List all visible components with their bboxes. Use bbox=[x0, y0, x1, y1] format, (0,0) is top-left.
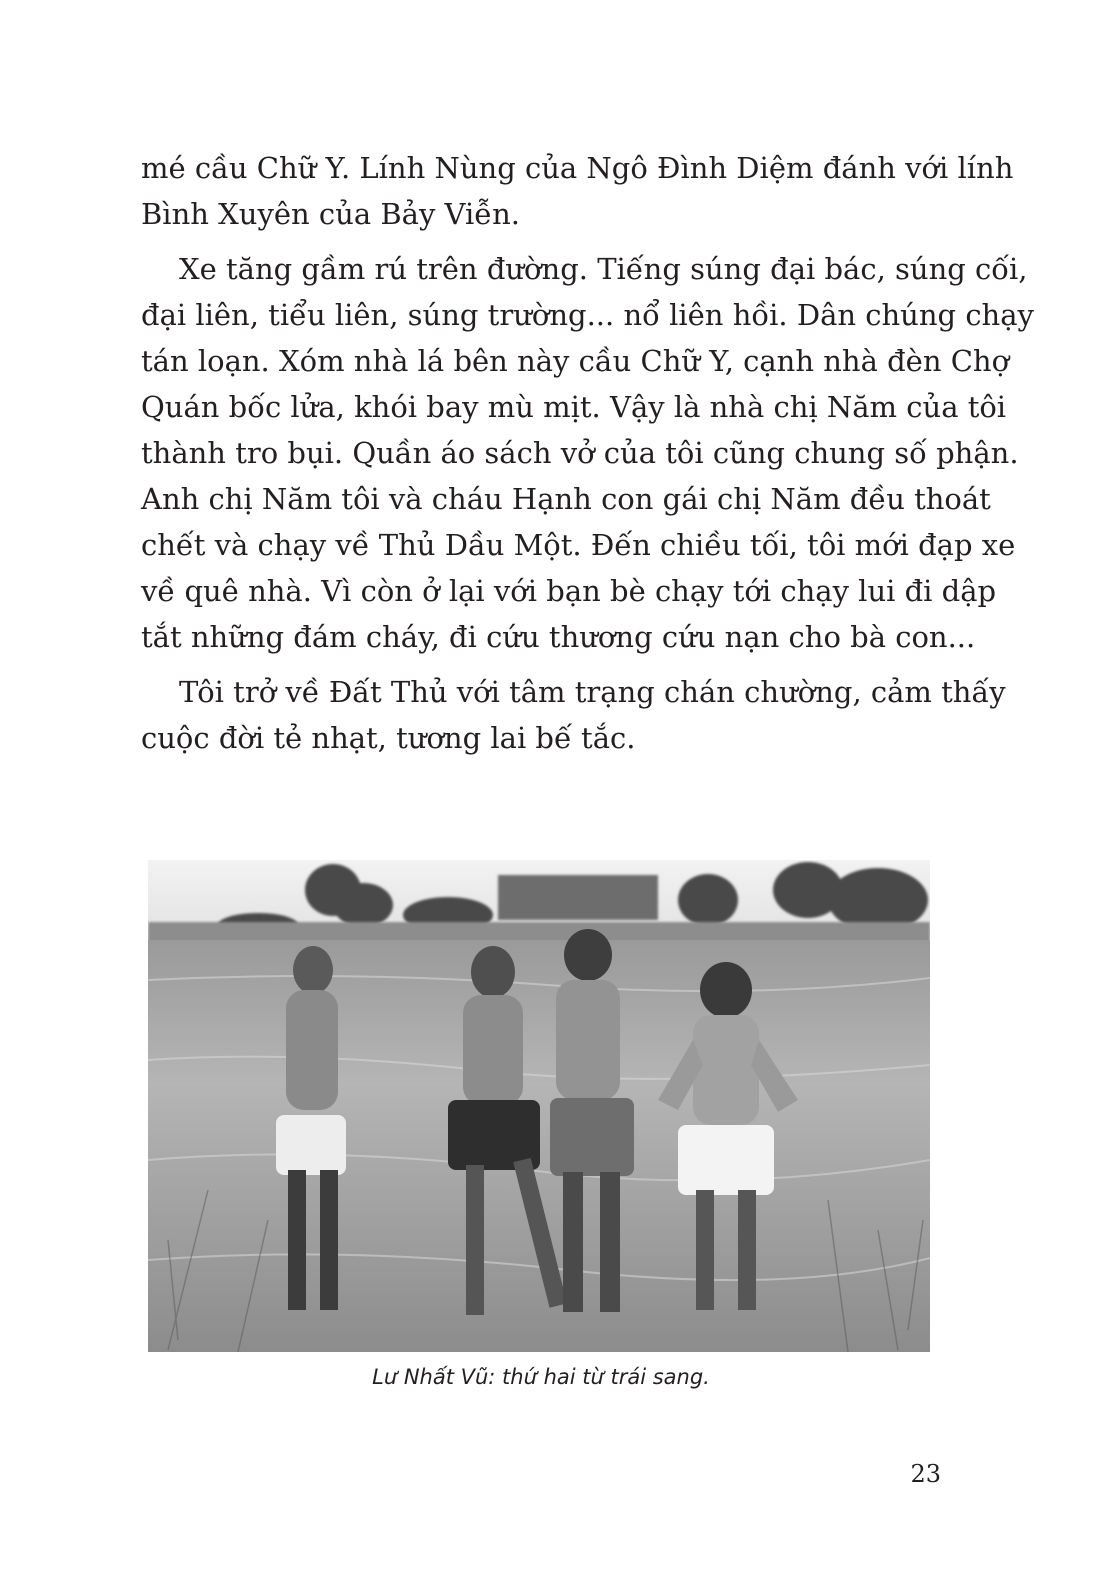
text-line: Bình Xuyên của Bảy Viễn. bbox=[141, 197, 520, 231]
paragraph-2 bbox=[141, 246, 1034, 660]
text-line: Tôi trở về Đất Thủ với tâm trạng chán chường, cảm thấy bbox=[179, 675, 1006, 709]
text-line: Anh chị Năm tôi và cháu Hạnh con gái chị Năm đều thoát bbox=[141, 482, 991, 516]
text-line: cuộc đời tẻ nhạt, tương lai bế tắc. bbox=[141, 721, 636, 755]
paragraph-1 bbox=[141, 145, 1014, 237]
text-line: thành tro bụi. Quần áo sách vở của tôi cũng chung số phận. bbox=[141, 436, 1019, 470]
paragraph-3 bbox=[141, 669, 1006, 761]
text-line: tán loạn. Xóm nhà lá bên này cầu Chữ Y, cạnh nhà đèn Chợ bbox=[141, 344, 1010, 378]
photo-illustration bbox=[148, 860, 930, 1352]
text-line: mé cầu Chữ Y. Lính Nùng của Ngô Đình Diệm đánh với lính bbox=[141, 151, 1014, 185]
historical-photo bbox=[148, 860, 930, 1352]
text-line: Xe tăng gầm rú trên đường. Tiếng súng đại bác, súng cối, bbox=[179, 252, 1028, 286]
body-text bbox=[141, 145, 1034, 761]
page-number: 23 bbox=[910, 1460, 941, 1488]
photo-caption: Lư Nhất Vũ: thứ hai từ trái sang. bbox=[372, 1365, 710, 1389]
text-line: chết và chạy về Thủ Dầu Một. Đến chiều tối, tôi mới đạp xe bbox=[141, 528, 1016, 562]
text-line: đại liên, tiểu liên, súng trường... nổ liên hồi. Dân chúng chạy bbox=[141, 298, 1034, 332]
text-line: về quê nhà. Vì còn ở lại với bạn bè chạy tới chạy lui đi dập bbox=[141, 574, 997, 608]
text-line: Quán bốc lửa, khói bay mù mịt. Vậy là nhà chị Năm của tôi bbox=[141, 390, 1007, 424]
text-line: tắt những đám cháy, đi cứu thương cứu nạn cho bà con... bbox=[141, 620, 976, 654]
